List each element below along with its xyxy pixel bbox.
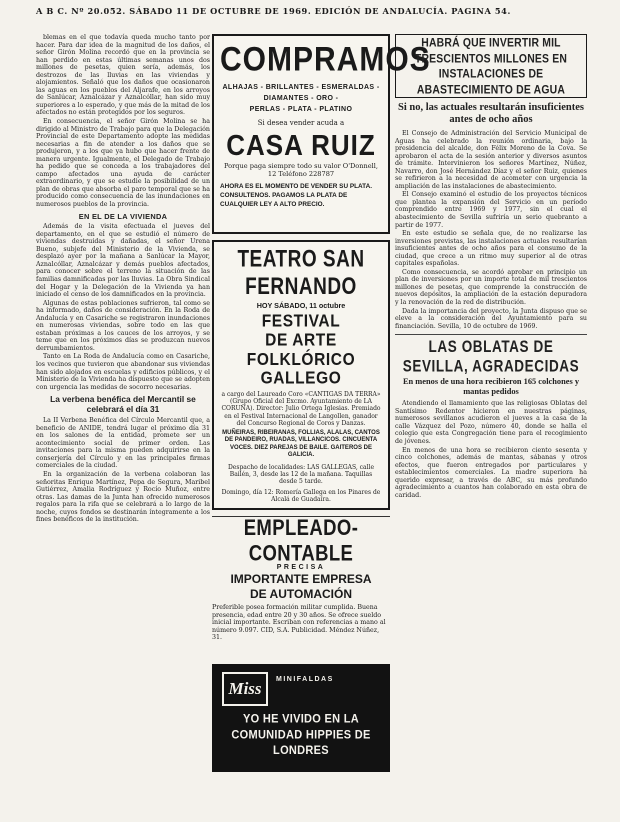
article-paragraph: La II Verbena Benéfica del Círculo Mercantil que, a beneficio de ANIDE, tendrá lugar el próximo día 31 en los salones de la entidad, promete ser un acontecimiento social de primer orden. Las invitaciones para la misma pueden adquirirse en la conserjería del Círculo y en las principales firmas comerciales de la ciudad. bbox=[36, 417, 210, 470]
ad-side-text: MINIFALDAS bbox=[276, 676, 334, 683]
ad-company: IMPORTANTE EMPRESA bbox=[230, 572, 372, 586]
ad-items: ALHAJAS - BRILLANTES - ESMERALDAS - DIAMANTES - ORO - bbox=[222, 84, 380, 102]
ad-slogan: YO HE VIVIDO EN LA COMUNIDAD HIPPIES DE LONDRES bbox=[231, 712, 371, 758]
ad-festival-title: GALLEGO bbox=[260, 368, 342, 389]
article-paragraph: El Consejo de Administración del Servicio Municipal de Aguas ha celebrado la reunión ordinaria, bajo la presidencia del alcalde, don Félix Moreno de la Cova. Se aprobaron el acta de la sesión anterior y diversos asuntos de trámite. Intervinieron los señores Martínez, Núñez, Navarro, don José Hernández Díaz y el señor Ruiz, quienes se refirieron a la necesidad de acometer con urgencia la ampliación de las instalaciones de abastecimiento. bbox=[395, 130, 587, 190]
ad-items: PERLAS - PLATA - PLATINO bbox=[249, 106, 353, 113]
ad-miss bbox=[212, 664, 390, 772]
ads-column bbox=[212, 34, 431, 820]
page-header: A B C. Nº 20.052. SÁBADO 11 DE OCTUBRE DE 1969. EDICIÓN DE ANDALUCÍA. PAGINA 54. bbox=[36, 6, 511, 16]
article-paragraph: El Consejo examinó el estudio de los proyectos técnicos que plantea la expansión del Servicio en un período comprendido entre 1969 y 1977, sin el cual el abastecimiento de Sevilla sufriría un serio quebranto a partir de 1977. bbox=[395, 191, 587, 229]
article-headline: LAS OBLATAS DE SEVILLA, AGRADECIDAS bbox=[402, 338, 580, 376]
ad-festival-title: FESTIVAL bbox=[261, 311, 341, 332]
ad-tickets: Despacho de localidades: LAS GALLEGAS, calle Bailén, 3, desde las 12 de la mañana. Taquillas desde 5 tarde. bbox=[228, 463, 374, 486]
article-paragraph: Además de la visita efectuada el jueves del departamento, en el que se estudió el número de viviendas destruidas y dañadas, el señor Urena Bueno, subjefe del Ministerio de la Vivienda, se desplazó ayer por la mañana a Sanlúcar la Mayor, Aznalcóllar, Aznalcázar y demás pueblos afectados, para conocer sobre el terreno la situación de las familias damnificadas por las lluvias. La Obra Sindical del Hogar y la Delegación de la Vivienda ya han iniciado el censo de los damnificados en la provincia. bbox=[36, 223, 210, 299]
ad-footer: AHORA ES EL MOMENTO DE VENDER SU PLATA. CONSULTENOS. PAGAMOS LA PLATA DE CUALQUIER LEY A ALTO PRECIO. bbox=[220, 183, 372, 208]
ad-headline: EMPLEADO-CONTABLE bbox=[243, 514, 359, 566]
ad-program: MUÑEIRAS, RIBEIRANAS, FOLLIAS, ALALAS, CANTOS DE PANDEIRO, RUADAS, VILLANCICOS. CINCUENTA VOCES. DIEZ PAREJAS DE BAILE. GAITEROS DE GALICIA. bbox=[222, 430, 380, 459]
article-paragraph: Como consecuencia, se acordó aprobar en principio un plan de inversiones por un importe total de mil trescientos millones de pesetas, que comprende la construcción de nuevos depósitos, la ampliación de la estación depuradora y la renovación de la red de distribución. bbox=[395, 268, 587, 307]
article-deck: Si no, las actuales resultarán insuficientes antes de ocho años bbox=[398, 102, 584, 125]
article-paragraph: En menos de una hora se recibieron ciento sesenta y cinco colchones, además de mantas, sábanas y otros efectos, que fueron entregados por particulares y establecimientos comerciales. La madre superiora ha querido expresar, a través de ABC, su más profundo agradecimiento a cuantos han colaborado en esta obra de caridad. bbox=[395, 446, 587, 499]
right-column bbox=[395, 34, 587, 820]
article-paragraph: Tanto en La Roda de Andalucía como en Casariche, los vecinos que tuvieron que abandonar sus viviendas han sido alojados en escuelas y edificios públicos, y el Ministerio de la Vivienda ha dispuesto que se adopten con urgencia las medidas de socorro necesarias. bbox=[36, 353, 210, 391]
article-deck: En menos de una hora recibieron 165 colchones y mantas pedidos bbox=[402, 377, 580, 396]
ad-headline: COMPRAMOS bbox=[220, 40, 431, 79]
ad-body: Preferible posea formación militar cumplida. Buena presencia, edad entre 20 y 30 años. Se ofrece sueldo inicial importante. Escriban con referencias a mano al número 9.097. CID, S.A. Publicidad. Méndez Núñez, 31. bbox=[212, 604, 386, 642]
article-paragraph: Atendiendo el llamamiento que las religiosas Oblatas del Santísimo Redentor hicieron en nuestras páginas, numerosos sevillanos acudieron el jueves a la casa de la calle Vázquez del Pozo, número 40, donde se halla el colegio que esta Congregación tiene para el recogimiento de jóvenes. bbox=[395, 400, 587, 445]
ad-festival-title: DE ARTE FOLKLÓRICO bbox=[246, 330, 356, 370]
ad-address: Porque paga siempre todo su valor O'Donnell, 12 Teléfono 228787 bbox=[224, 162, 378, 178]
divider bbox=[395, 334, 587, 335]
ad-brand: CASA RUIZ bbox=[226, 128, 376, 162]
ad-details: a cargo del Laureado Coro «CANTIGAS DA TERRA» (Grupo Oficial del Excmo. Ayuntamiento de LA CORUÑA). Director: Julio Ortega Iglesias. Premiado en el Festival Internacional de Langollen, ganador del Concurso Regional de Coros y Danzas. bbox=[221, 391, 381, 427]
ad-date: HOY SÁBADO, 11 octubre bbox=[256, 301, 346, 310]
ad-headline: TEATRO SAN FERNANDO bbox=[237, 246, 365, 301]
section-heading: La verbena benéfica del Mercantil se celebrará el día 31 bbox=[50, 394, 196, 414]
ad-empleado bbox=[212, 516, 390, 658]
article-paragraph: En este estudio se señala que, de no realizarse las inversiones previstas, las instalaciones actuales resultarían insuficientes antes de ocho años para el consumo de la ciudad, que crece a un ritmo muy superior al de otras capitales españolas. bbox=[395, 230, 587, 268]
miss-logo: Miss bbox=[222, 672, 268, 706]
ad-compramos bbox=[212, 34, 431, 234]
ad-company: DE AUTOMACIÓN bbox=[250, 587, 352, 601]
section-heading: EN EL DE LA VIVIENDA bbox=[78, 211, 168, 221]
ad-sunday: Domingo, día 12: Romería Gallega en los Pinares de Alcalá de Guadaíra. bbox=[221, 489, 381, 504]
article-headline: HABRÁ QUE INVERTIR MIL TRESCIENTOS MILLONES EN INSTALACIONES DE ABASTECIMIENTO DE AGUA bbox=[414, 37, 568, 97]
ad-teatro bbox=[212, 240, 390, 510]
headline-box bbox=[395, 34, 587, 98]
article-paragraph: Dada la importancia del proyecto, la Junta dispuso que se eleve a la consideración del Ayuntamiento para su financiación. Sevilla, 10 de octubre de 1969. bbox=[395, 307, 587, 330]
article-paragraph: En consecuencia, el señor Girón Molina se ha dirigido al Ministro de Trabajo para que la Delegación Provincial de este Departamento adopte las medidas necesarias a fin de atender a los daños que se produjeron, y a los que ya hubo que hacer frente de manera urgente. Igualmente, el Delegado de Trabajo ha pedido que se conceda a los trabajadores del campo afectados una ayuda de carácter extraordinario, y que se estudie la posibilidad de un plan de obras que absorba el paro temporal que se ha producido como consecuencia de las inundaciones en numerosos pueblos de la provincia. bbox=[36, 118, 210, 209]
article-paragraph: En la organización de la verbena colaboran las señoritas Enrique Martínez, Pepa de Segura, Maribel Gutiérrez, Amalia Rodríguez y Rocío Muñoz, entre otras. Las damas de la Junta han ofrecido numerosos regalos para la rifa que se celebrará a lo largo de la noche, cuyos fondos se destinarán íntegramente a los fines benéficos de la institución. bbox=[36, 470, 210, 524]
ad-lead: Si desea vender acuda a bbox=[257, 119, 345, 127]
left-column bbox=[36, 34, 210, 820]
article-paragraph: blemas en el que todavía queda mucho tanto por hacer. Para dar idea de la magnitud de los daños, el señor Girón Molina recordó que en la provincia se han perdido en estas últimas semanas unos dos millones de pesetas, quien sería, además, los destrozos de las lluvias en las viviendas y alojamientos. Señaló que los daños que ocasionaron las aguas en los pueblos del Aljarafe, en los arroyos de Sanlúcar, Aznalcázar y Aznalcóllar, han sido muy superiores a lo esperado, y que más de la mitad de los afectados no están protegidos por los seguros. bbox=[36, 34, 210, 117]
ad-precisa: PRECISA bbox=[276, 564, 326, 571]
article-paragraph: Algunas de estas poblaciones sufrieron, tal como se ha informado, daños de consideración. En la Roda de Andalucía y en Casariche se registraron inundaciones en numerosas viviendas, sobre todo en las que estaban próximas a los cauces de los arroyos, y se teme que en los próximos días se produzcan nuevos derrumbamientos. bbox=[36, 299, 210, 352]
